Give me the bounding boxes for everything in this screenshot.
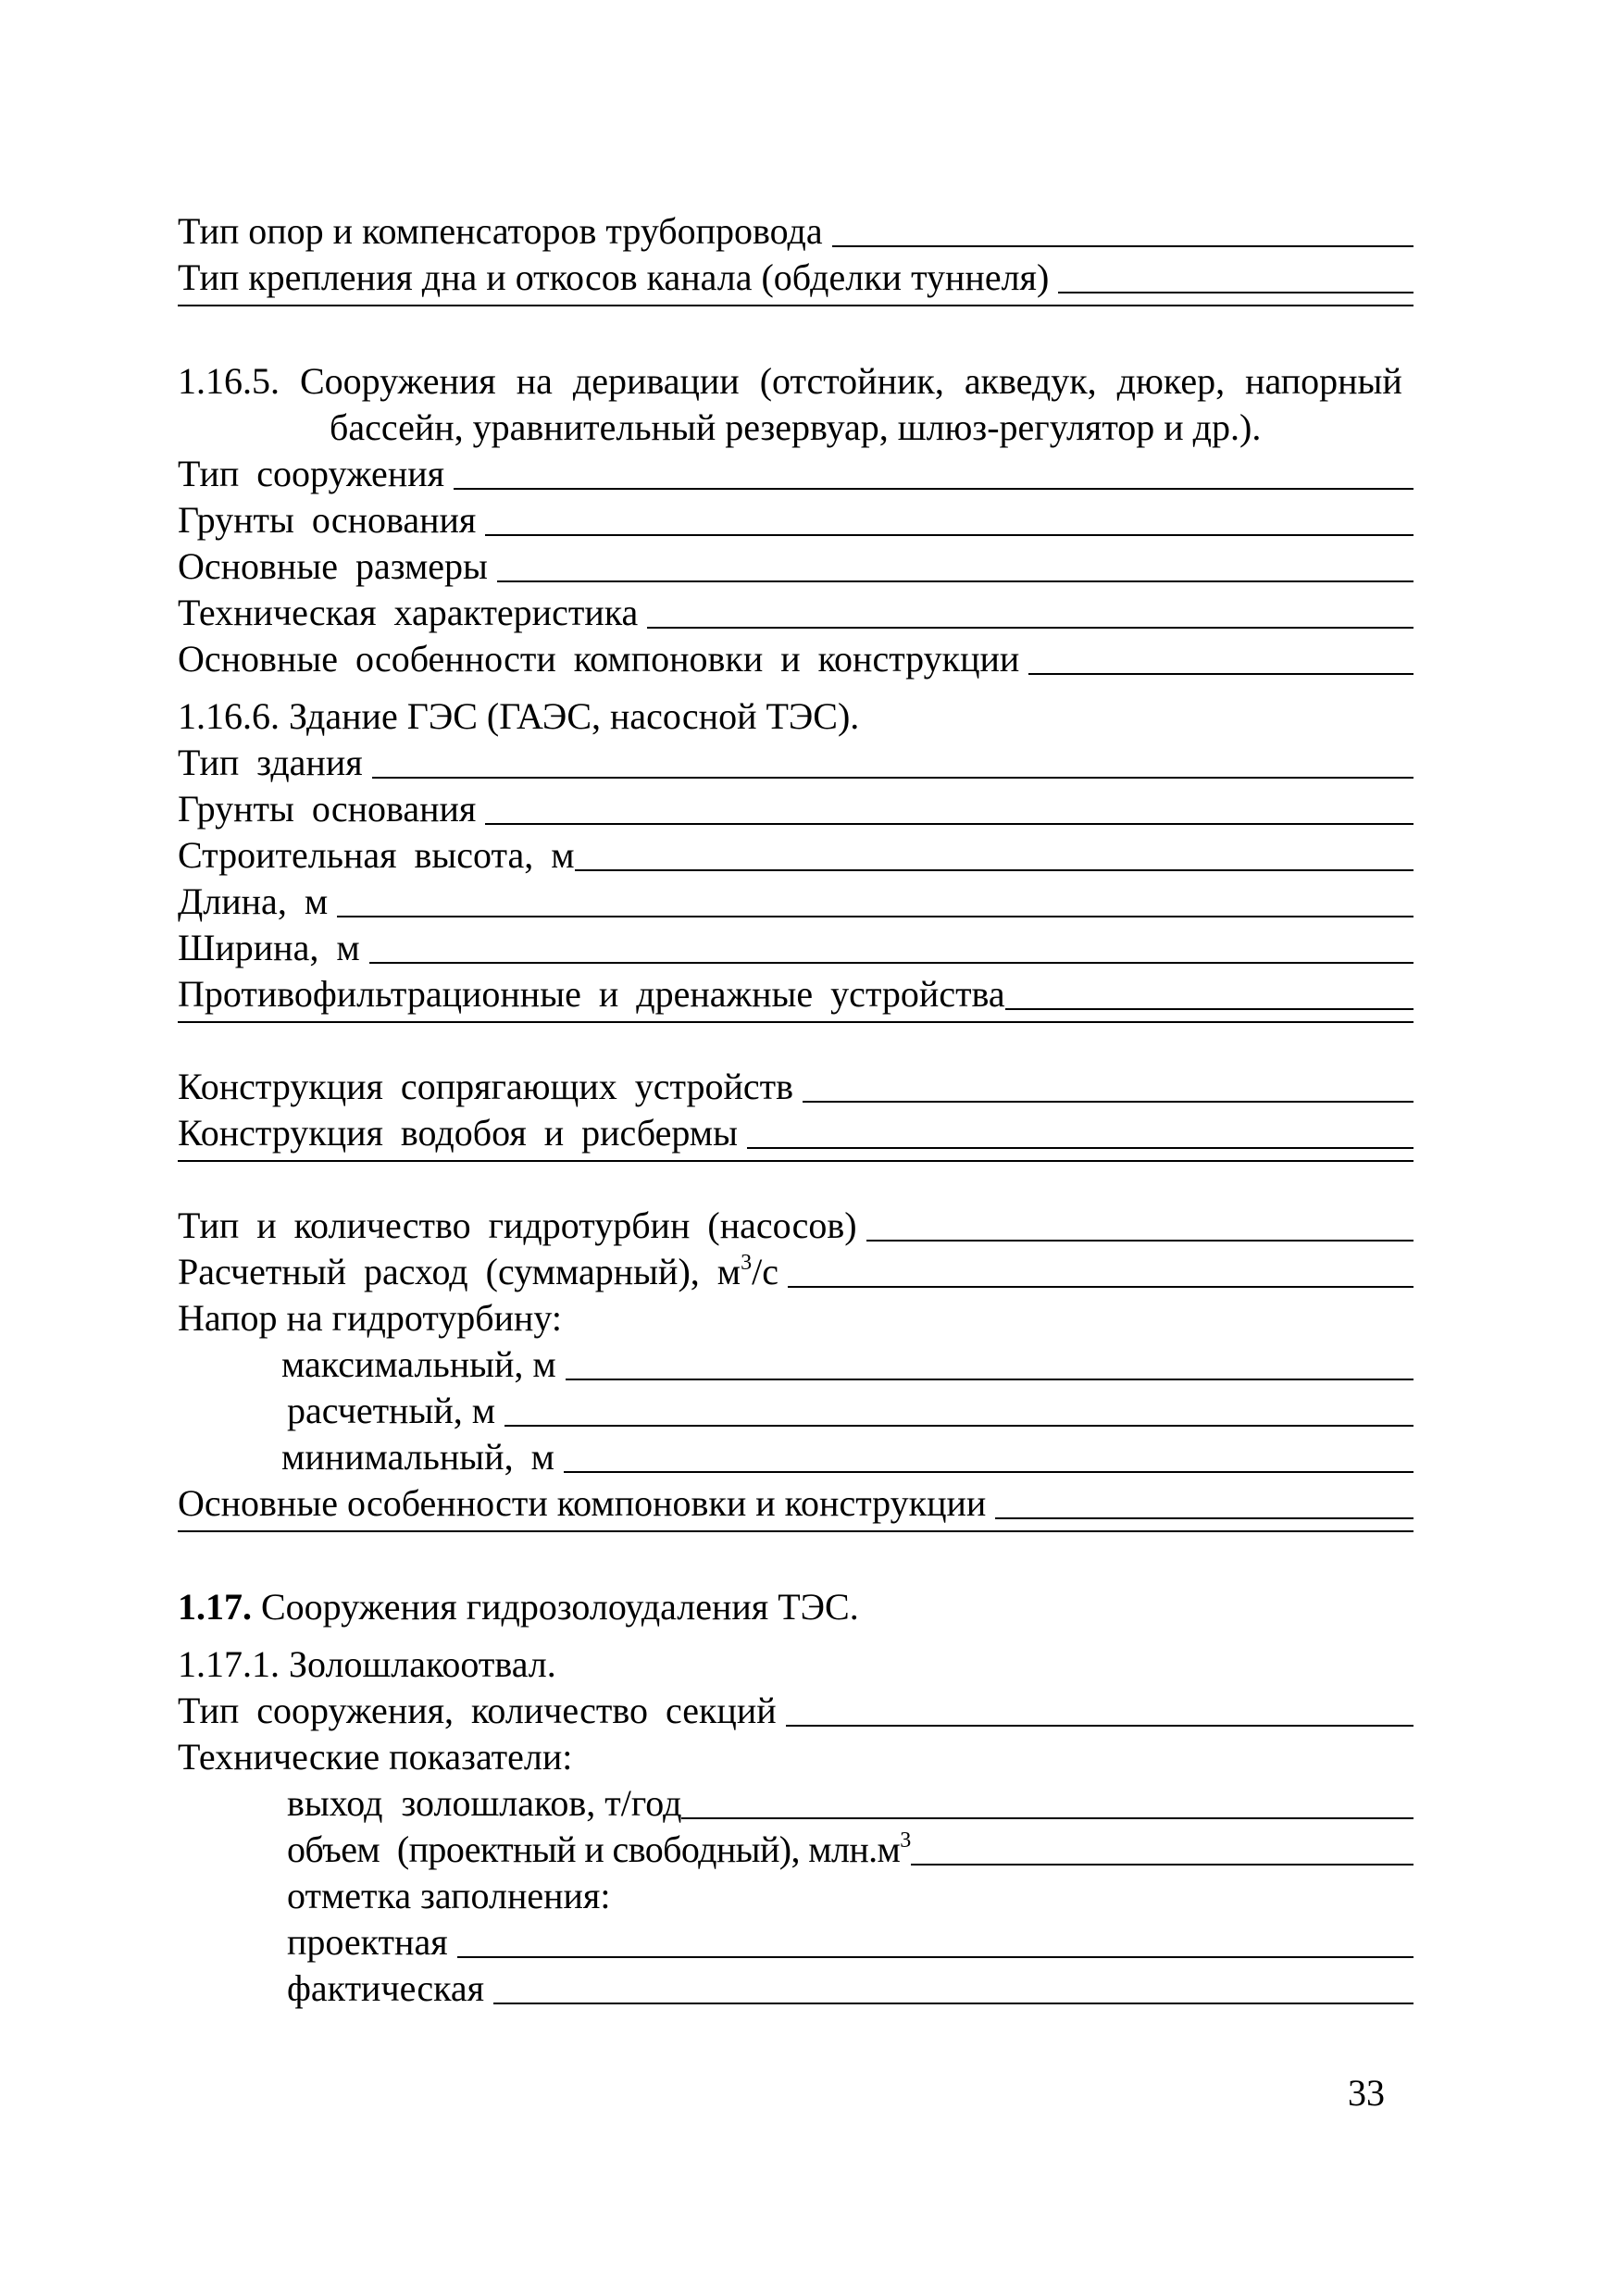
form-row	[178, 1295, 1414, 1341]
section-title-text: Сооружения гидрозолоудаления ТЭС.	[252, 1586, 859, 1628]
section-number: 1.17.	[178, 1586, 252, 1628]
section-heading-cont	[178, 405, 1414, 451]
form-row	[178, 543, 1414, 590]
field-label: Ширина, м	[178, 927, 360, 968]
section-title	[178, 1584, 859, 1630]
form-row	[178, 879, 1414, 925]
form-row	[178, 1734, 1414, 1780]
fill-in-line[interactable]	[1028, 673, 1414, 675]
section-heading	[178, 1584, 1414, 1630]
form-row	[178, 301, 1414, 347]
field-label: Грунты основания	[178, 499, 477, 541]
fill-in-line[interactable]	[178, 1530, 1414, 1532]
form-row	[178, 451, 1414, 497]
field-label: расчетный, м	[287, 1390, 496, 1431]
section-title-line2: бассейн, уравнительный резервуар, шлюз-регулятор и др.).	[330, 406, 1262, 448]
form-row	[178, 1434, 1414, 1480]
field-label: Тип сооружения, количество секций	[178, 1690, 777, 1731]
form-row	[178, 1480, 1414, 1527]
field-label: Основные особенности компоновки и конструкции	[178, 638, 1020, 680]
field-label: Конструкция сопрягающих устройств	[178, 1066, 793, 1107]
form-row	[178, 255, 1414, 301]
field-label: Тип здания	[178, 742, 363, 783]
form-row	[178, 1873, 1414, 1919]
field-label: Противофильтрационные и дренажные устройства	[178, 973, 1005, 1015]
fill-in-line[interactable]	[681, 1817, 1414, 1819]
fill-in-line[interactable]	[337, 916, 1414, 917]
flow-label-text: Расчетный расход (суммарный), м	[178, 1251, 741, 1292]
section-heading	[178, 693, 1414, 740]
field-label: максимальный, м	[281, 1343, 556, 1385]
field-label	[287, 1827, 911, 1873]
fill-in-line[interactable]	[497, 580, 1414, 582]
field-label: Тип сооружения	[178, 453, 445, 494]
field-label: Тип и количество гидротурбин (насосов)	[178, 1204, 857, 1246]
fill-in-line[interactable]	[369, 962, 1414, 964]
field-label	[178, 1249, 778, 1295]
flow-label-unit: /с	[752, 1251, 778, 1292]
field-label: Основные размеры	[178, 545, 488, 587]
form-row	[178, 786, 1414, 832]
fill-in-line[interactable]	[832, 245, 1414, 247]
field-label: Напор на гидротурбину:	[178, 1297, 563, 1339]
form-row	[178, 1388, 1414, 1434]
fill-in-line[interactable]	[866, 1240, 1414, 1242]
section-title: 1.17.1. Золошлакоотвал.	[178, 1643, 556, 1685]
form-row	[178, 1780, 1414, 1827]
form-row	[178, 636, 1414, 682]
form-row	[178, 590, 1414, 636]
form-row	[178, 1156, 1414, 1203]
form-row	[178, 1064, 1414, 1110]
field-label: выход золошлаков, т/год	[287, 1782, 682, 1824]
form-row	[178, 832, 1414, 879]
field-label: проектная	[287, 1921, 448, 1963]
form-row	[178, 1203, 1414, 1249]
form-row	[178, 208, 1414, 255]
fill-in-line[interactable]	[178, 1160, 1414, 1162]
form-row	[178, 497, 1414, 543]
form-row	[178, 1527, 1414, 1573]
page-number: 33	[1348, 2072, 1385, 2114]
fill-in-line[interactable]	[911, 1864, 1414, 1866]
form-row	[178, 1249, 1414, 1295]
fill-in-line[interactable]	[178, 1021, 1414, 1023]
fill-in-line[interactable]	[575, 869, 1414, 871]
fill-in-line[interactable]	[747, 1147, 1414, 1149]
fill-in-line[interactable]	[372, 777, 1414, 779]
section-heading	[178, 358, 1414, 405]
superscript-3: 3	[741, 1250, 753, 1275]
superscript-3: 3	[900, 1828, 911, 1853]
fill-in-line[interactable]	[1005, 1008, 1414, 1010]
form-row	[178, 1110, 1414, 1156]
form-row	[178, 925, 1414, 971]
form-row	[178, 1965, 1414, 2012]
field-label: Технические показатели:	[178, 1736, 573, 1778]
form-row	[178, 1341, 1414, 1388]
volume-label-text: объем (проектный и свободный), млн.м	[287, 1828, 901, 1870]
form-row	[178, 740, 1414, 786]
fill-in-line[interactable]	[786, 1725, 1414, 1727]
fill-in-line[interactable]	[457, 1956, 1414, 1958]
fill-in-line[interactable]	[995, 1517, 1414, 1519]
field-label: Грунты основания	[178, 788, 477, 830]
field-label: Строительная высота, м	[178, 834, 575, 876]
field-label: Тип крепления дна и откосов канала (обделки туннеля)	[178, 256, 1050, 298]
fill-in-line[interactable]	[454, 488, 1414, 490]
fill-in-line[interactable]	[803, 1101, 1414, 1103]
field-label: отметка заполнения:	[287, 1875, 611, 1916]
field-label: минимальный, м	[281, 1436, 554, 1478]
fill-in-line[interactable]	[493, 2003, 1414, 2004]
fill-in-line[interactable]	[566, 1379, 1414, 1380]
section-heading	[178, 1641, 1414, 1688]
form-row	[178, 1688, 1414, 1734]
field-label: Основные особенности компоновки и конструкции	[178, 1482, 987, 1524]
fill-in-line[interactable]	[178, 305, 1414, 306]
fill-in-line[interactable]	[564, 1471, 1414, 1473]
form-content	[178, 208, 1414, 2012]
fill-in-line[interactable]	[485, 823, 1414, 825]
fill-in-line[interactable]	[504, 1425, 1414, 1427]
form-row	[178, 1827, 1414, 1873]
field-label: Конструкция водобоя и рисбермы	[178, 1112, 738, 1154]
section-title-line1: 1.16.5. Сооружения на деривации (отстойник, акведук, дюкер, напорный	[178, 360, 1402, 402]
fill-in-line[interactable]	[647, 627, 1414, 629]
field-label: Техническая характеристика	[178, 592, 639, 633]
field-label: Длина, м	[178, 880, 329, 922]
form-row	[178, 1919, 1414, 1965]
fill-in-line[interactable]	[1058, 292, 1414, 293]
fill-in-line[interactable]	[485, 534, 1414, 536]
section-title: 1.16.6. Здание ГЭС (ГАЭС, насосной ТЭС).	[178, 695, 860, 737]
fill-in-line[interactable]	[788, 1286, 1414, 1288]
form-row	[178, 1017, 1414, 1064]
field-label: Тип опор и компенсаторов трубопровода	[178, 210, 823, 252]
form-row	[178, 971, 1414, 1017]
field-label: фактическая	[287, 1967, 485, 2009]
